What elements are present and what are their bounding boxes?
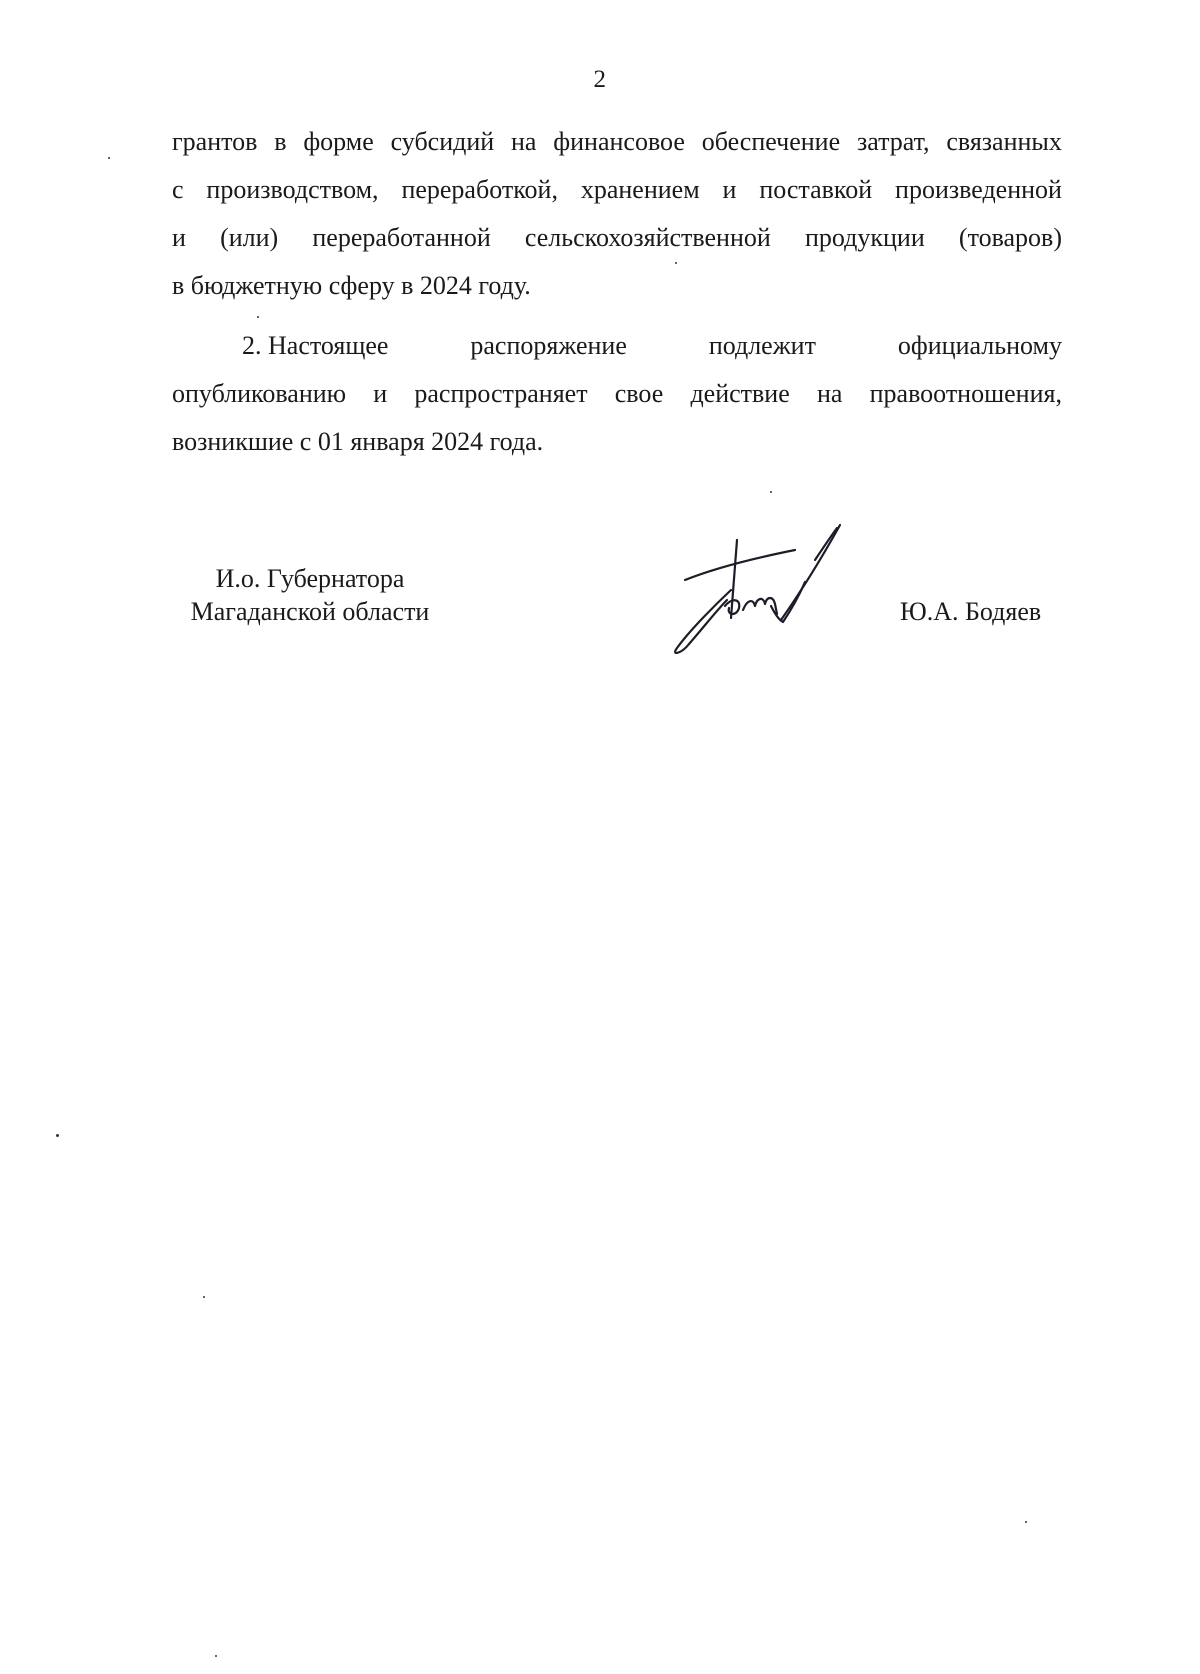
document-body [172,118,1062,466]
scan-speck [257,316,259,318]
word: связанных [946,127,1062,156]
word: поставкой [759,175,873,204]
word: форме [303,127,374,156]
paragraph-1-line-2 [172,166,1062,214]
word: подлежит [708,331,816,360]
paragraph-2-line-3: возникшие с 01 января 2024 года. [172,427,544,456]
scan-speck [56,1134,59,1137]
word: на [511,127,537,156]
word: (товаров) [958,223,1062,252]
paragraph-1-line-1 [172,118,1062,166]
word: обеспечение [701,127,841,156]
word: 2. Настоящее [242,331,389,360]
word: переработанной [312,223,491,252]
word: субсидий [390,127,495,156]
word: сельскохозяйственной [524,223,771,252]
word: и [373,379,388,408]
word: официальному [897,331,1062,360]
word: производством, [206,175,379,204]
scan-speck [108,157,110,159]
word: и [722,175,737,204]
word: в [274,127,287,156]
paragraph-1-line-4: в бюджетную сферу в 2024 году. [172,271,531,300]
scan-speck [215,1655,217,1657]
signer-name: Ю.А. Бодяев [900,597,1042,626]
signer-title-line-1: И.о. Губернатора [215,564,405,593]
word: продукции [804,223,925,252]
signer-title-line-2: Магаданской области [190,597,430,626]
word: на [816,379,843,408]
word: хранением [580,175,700,204]
handwritten-signature-icon [655,520,855,660]
word: и [172,223,186,252]
word: правоотношения, [869,379,1062,408]
word: затрат, [856,127,930,156]
word: действие [690,379,790,408]
scan-speck [675,262,677,264]
scan-speck [1025,1521,1027,1523]
scan-speck [770,491,772,493]
word: распространяет [414,379,588,408]
word: (или) [220,223,279,252]
word: свое [614,379,664,408]
paragraph-2-line-2 [172,370,1062,418]
word: опубликованию [172,379,347,408]
word: переработкой, [401,175,558,204]
word: с [172,175,184,204]
paragraph-1-line-3 [172,214,1062,262]
word: грантов [172,127,258,156]
page-number: 2 [593,66,607,93]
signer-title [175,562,445,628]
paragraph-2-line-1 [172,322,1062,370]
word: распоряжение [470,331,627,360]
word: произведенной [895,175,1062,204]
scan-speck [203,1296,205,1298]
word: финансовое [553,127,685,156]
